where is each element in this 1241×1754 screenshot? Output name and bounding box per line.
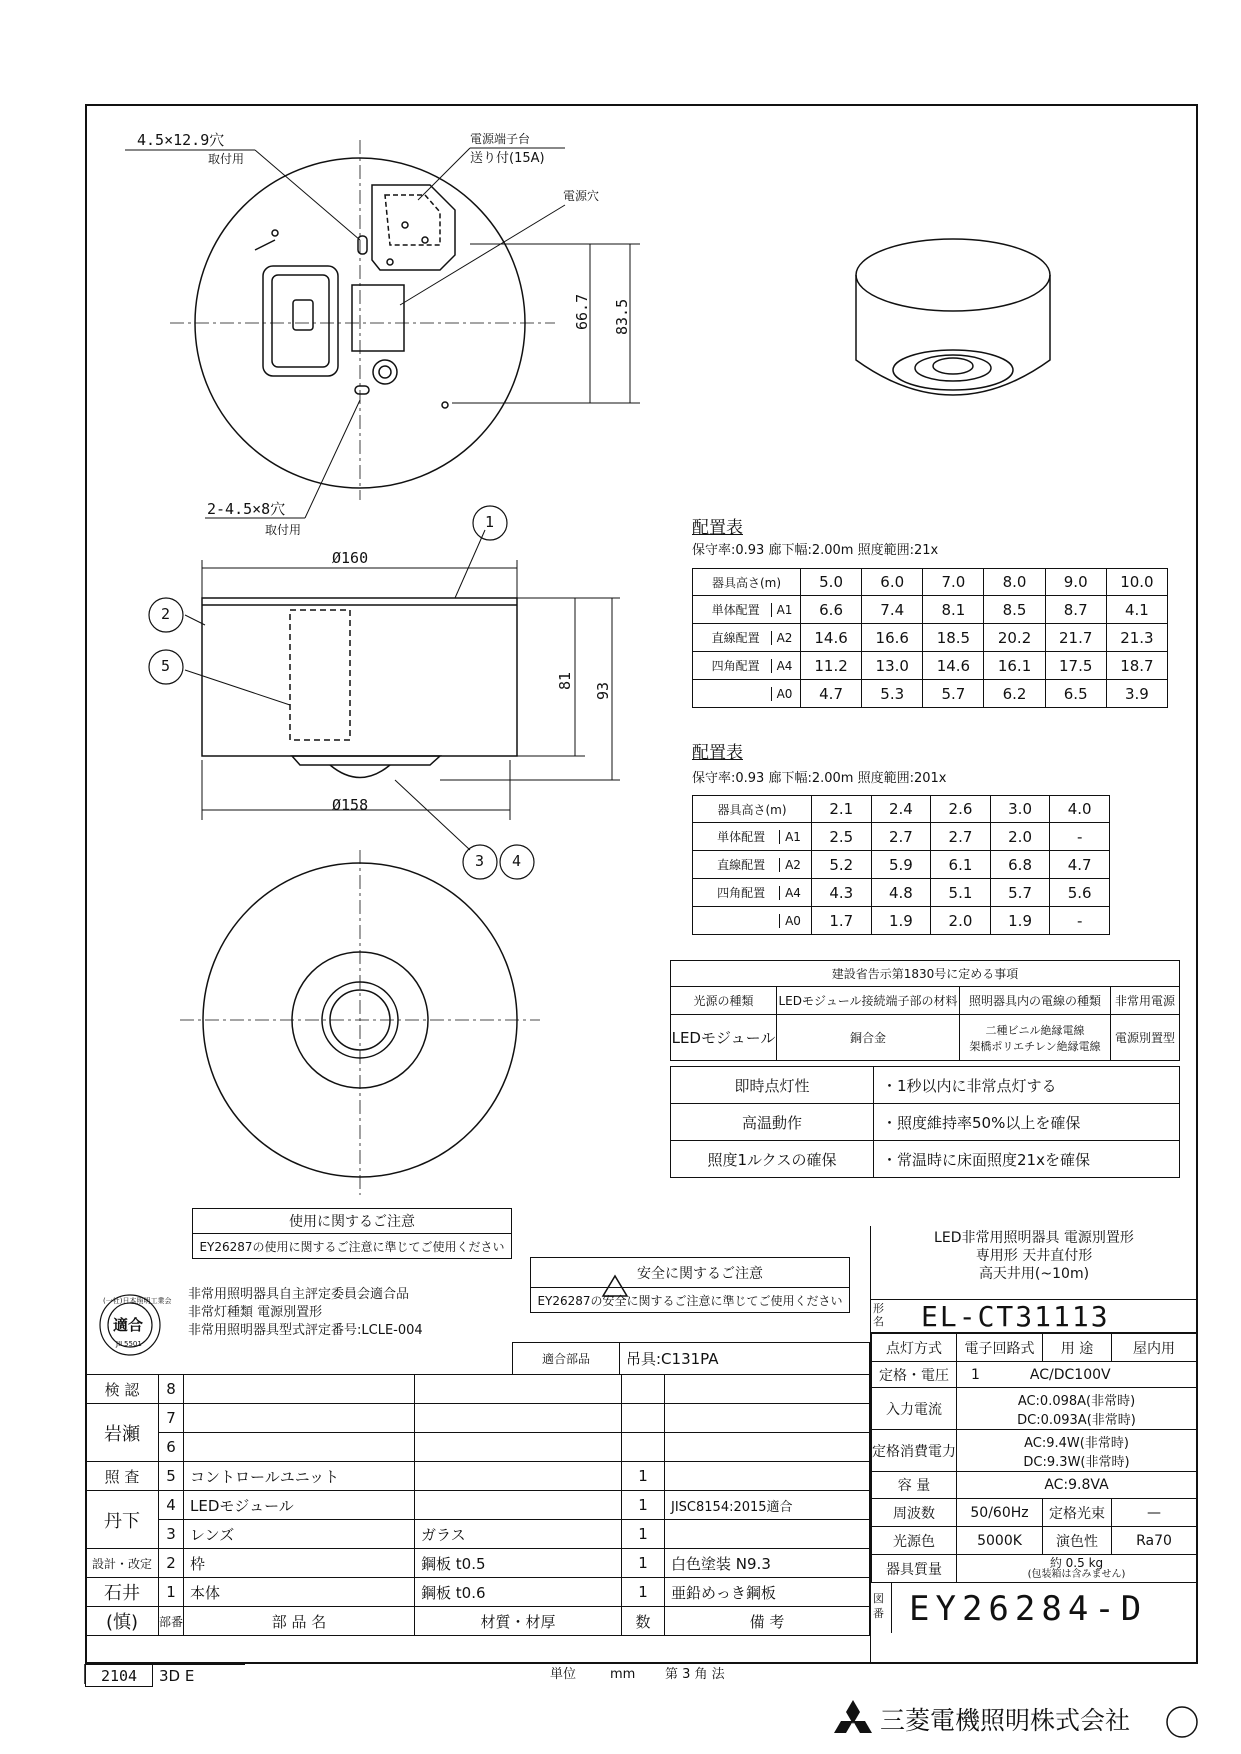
- bom-name: [184, 1375, 415, 1404]
- table-cell: 21.3: [1106, 624, 1167, 652]
- spec-label: 器具質量: [872, 1555, 957, 1583]
- ministry-cell: 電源別置型: [1111, 1015, 1180, 1061]
- bom-name: 枠: [184, 1549, 415, 1578]
- callout-1: 1: [485, 513, 495, 531]
- bom-footer-sign: (慎): [86, 1607, 159, 1636]
- ministry-header: 光源の種類: [671, 987, 777, 1015]
- ministry-table: [670, 960, 1180, 1061]
- bom-qty: [622, 1404, 665, 1433]
- ministry-item-label: 照度1ルクスの確保: [671, 1141, 874, 1178]
- usage-note: [192, 1208, 512, 1259]
- bom-no: 2: [159, 1549, 184, 1578]
- title-desc-1: LED非常用照明器具 電源別置形: [934, 1230, 1134, 1246]
- bom-name: レンズ: [184, 1520, 415, 1549]
- header-cell: 3.0: [990, 796, 1050, 823]
- hole2-purpose: 取付用: [265, 523, 302, 537]
- callout-4: 4: [512, 852, 522, 870]
- spec-value: Ra70: [1112, 1527, 1197, 1555]
- bom-qty: [622, 1433, 665, 1462]
- ministry-item-value: ・1秒以内に非常点灯する: [874, 1067, 1180, 1104]
- side-view-body: [202, 598, 517, 756]
- hole2-label: 2-4.5×8穴: [207, 500, 286, 518]
- dia-158: Ø158: [332, 796, 369, 814]
- bom-sign: 丹下: [86, 1491, 159, 1549]
- drawing-number: EY26284-D: [909, 1589, 1148, 1629]
- table-cell: 21.7: [1045, 624, 1106, 652]
- header-cell: 器具高さ(m): [693, 796, 812, 823]
- table-cell: 17.5: [1045, 652, 1106, 680]
- bom-material: [415, 1433, 622, 1462]
- cert-line-1: 非常用照明器具自主評定委員会適合品: [188, 1287, 410, 1302]
- table-cell: 5.7: [923, 680, 984, 708]
- footer-rev: 3D E: [153, 1665, 246, 1687]
- table-cell: 6.6: [801, 596, 862, 624]
- bom-material: 鋼板 t0.5: [415, 1549, 622, 1578]
- spec-value: 屋内用: [1112, 1334, 1197, 1362]
- table-cell: 6.5: [1045, 680, 1106, 708]
- spec-table: [871, 1333, 1197, 1583]
- bom-note: [665, 1462, 870, 1491]
- table-row-label: 四角配置 A4: [693, 879, 812, 907]
- table-cell: 4.7: [1050, 851, 1110, 879]
- table-cell: 4.8: [871, 879, 931, 907]
- bom-name: [184, 1404, 415, 1433]
- table-cell: 5.3: [862, 680, 923, 708]
- bom-material: 鋼板 t0.6: [415, 1578, 622, 1607]
- table-cell: 8.5: [984, 596, 1045, 624]
- spec-label: 演色性: [1043, 1527, 1112, 1555]
- table-cell: 6.2: [984, 680, 1045, 708]
- spec-value: AC:9.4W(非常時) DC:9.3W(非常時): [957, 1430, 1197, 1472]
- parts-value: 吊具:C131PA: [620, 1343, 870, 1375]
- spec-value: —: [1112, 1499, 1197, 1527]
- bom-material: ガラス: [415, 1520, 622, 1549]
- height-81: 81: [556, 671, 574, 690]
- bom-name: LEDモジュール: [184, 1491, 415, 1520]
- header-cell: 7.0: [923, 569, 984, 596]
- table-cell: 11.2: [801, 652, 862, 680]
- layout-table-1: [692, 568, 1168, 708]
- bom-qty: [622, 1375, 665, 1404]
- table-cell: 8.1: [923, 596, 984, 624]
- dim-83-5: 83.5: [613, 298, 631, 335]
- bom-material: [415, 1462, 622, 1491]
- table-row-label: 単体配置 A1: [693, 823, 812, 851]
- mitsubishi-logo-icon: [832, 1698, 874, 1738]
- dia-160: Ø160: [332, 549, 369, 567]
- spec-label: 定格・電圧: [872, 1362, 957, 1388]
- header-cell: 9.0: [1045, 569, 1106, 596]
- bom-note: [665, 1520, 870, 1549]
- header-cell: 4.0: [1050, 796, 1110, 823]
- safety-note-title: 安全に関するご注意: [531, 1258, 850, 1288]
- table-cell: 1.7: [812, 907, 872, 935]
- footer-date: 2104: [86, 1665, 153, 1687]
- table-cell: 14.6: [923, 652, 984, 680]
- header-cell: 8.0: [984, 569, 1045, 596]
- spec-value: 1 AC/DC100V: [957, 1362, 1197, 1388]
- table-cell: 7.4: [862, 596, 923, 624]
- company-name: 三菱電機照明株式会社: [880, 1706, 1131, 1735]
- parts-row: [85, 1342, 870, 1375]
- ministry-cell: LEDモジュール: [671, 1015, 777, 1061]
- unit-label: 単位: [550, 1667, 577, 1682]
- table-cell: -: [1050, 907, 1110, 935]
- height-93: 93: [594, 681, 612, 700]
- spec-label: 光源色: [872, 1527, 957, 1555]
- table-cell: 18.7: [1106, 652, 1167, 680]
- bom-name: [184, 1433, 415, 1462]
- bom-note: [665, 1375, 870, 1404]
- bom-no: 8: [159, 1375, 184, 1404]
- bom-no: 4: [159, 1491, 184, 1520]
- footer-rev: [85, 1664, 245, 1687]
- bom-footer-material: 材質・材厚: [415, 1607, 622, 1636]
- cert-stamp-bottom: JIL5501: [116, 1340, 142, 1348]
- bom-note: [665, 1404, 870, 1433]
- table-cell: 6.1: [931, 851, 991, 879]
- usage-note-text: EY26287の使用に関するご注意に準じてご使用ください: [193, 1234, 512, 1259]
- title-desc-3: 高天井用(~10m): [978, 1266, 1090, 1282]
- table-cell: 5.7: [990, 879, 1050, 907]
- dim-66-7: 66.7: [573, 293, 591, 330]
- table-cell: 3.9: [1106, 680, 1167, 708]
- iso-view-top: [856, 239, 1050, 311]
- title-desc-2: 専用形 天井直付形: [975, 1248, 1093, 1264]
- table-cell: 6.8: [990, 851, 1050, 879]
- bom-sign: 照 査: [86, 1462, 159, 1491]
- cert-stamp: 適合: [113, 1316, 144, 1334]
- hole1-purpose: 取付用: [208, 152, 245, 166]
- bom-name: 本体: [184, 1578, 415, 1607]
- spec-value: 約 0.5 kg (包装箱は含みません): [957, 1555, 1197, 1583]
- bom-material: [415, 1491, 622, 1520]
- table-cell: -: [1050, 823, 1110, 851]
- header-cell: 2.4: [871, 796, 931, 823]
- layout-table-2-conditions: 保守率:0.93 廊下幅:2.00m 照度範囲:201x: [692, 771, 947, 786]
- table-row-label: 四角配置 A4: [693, 652, 801, 680]
- table-cell: 5.9: [871, 851, 931, 879]
- spec-label: 用 途: [1043, 1334, 1112, 1362]
- layout-table-1-conditions: 保守率:0.93 廊下幅:2.00m 照度範囲:21x: [692, 543, 939, 558]
- hole1-label: 4.5×12.9穴: [137, 131, 225, 149]
- model-label: 形名: [873, 1302, 884, 1328]
- bom-no: 6: [159, 1433, 184, 1462]
- header-cell: 2.1: [812, 796, 872, 823]
- table-cell: 20.2: [984, 624, 1045, 652]
- table-row-label: A0: [693, 680, 801, 708]
- bom-material: [415, 1375, 622, 1404]
- bom-no: 1: [159, 1578, 184, 1607]
- table-row-label: 直線配置 A2: [693, 851, 812, 879]
- bom-sign: 岩瀬: [86, 1404, 159, 1462]
- ministry-cell: 銅合金: [777, 1015, 960, 1061]
- table-cell: 14.6: [801, 624, 862, 652]
- power-hole-label: 電源穴: [563, 189, 600, 203]
- table-row-label: A0: [693, 907, 812, 935]
- bom-table: [85, 1374, 870, 1636]
- bom-note: 白色塗装 N9.3: [665, 1549, 870, 1578]
- spec-value: AC:0.098A(非常時) DC:0.093A(非常時): [957, 1388, 1197, 1430]
- table-cell: 2.0: [931, 907, 991, 935]
- table-cell: 16.6: [862, 624, 923, 652]
- terminal-label: 電源端子台: [470, 132, 531, 146]
- ministry-cell: 二種ビニル絶縁電線 架橋ポリエチレン絶縁電線: [960, 1015, 1111, 1061]
- table-cell: 13.0: [862, 652, 923, 680]
- table-cell: 1.9: [990, 907, 1050, 935]
- table-cell: 2.5: [812, 823, 872, 851]
- table-cell: 4.3: [812, 879, 872, 907]
- bom-note: [665, 1433, 870, 1462]
- bom-footer-note: 備 考: [665, 1607, 870, 1636]
- layout-table-2-title: 配置表: [692, 743, 743, 763]
- spec-label: 周波数: [872, 1499, 957, 1527]
- ministry-items: [670, 1066, 1180, 1178]
- callout-5: 5: [161, 657, 171, 675]
- table-cell: 2.0: [990, 823, 1050, 851]
- bom-no: 5: [159, 1462, 184, 1491]
- bom-qty: 1: [622, 1578, 665, 1607]
- safety-note: [530, 1257, 850, 1313]
- bom-qty: 1: [622, 1520, 665, 1549]
- bom-sign: 石井: [86, 1578, 159, 1607]
- spec-label: 入力電流: [872, 1388, 957, 1430]
- spec-value: 5000K: [957, 1527, 1043, 1555]
- table-cell: 5.1: [931, 879, 991, 907]
- bom-footer-name: 部 品 名: [184, 1607, 415, 1636]
- ministry-item-label: 即時点灯性: [671, 1067, 874, 1104]
- spec-label: 定格光束: [1043, 1499, 1112, 1527]
- header-cell: 10.0: [1106, 569, 1167, 596]
- table-cell: 5.2: [812, 851, 872, 879]
- cert-stamp-top: (一社)日本照明工業会: [103, 1297, 172, 1305]
- bom-sign: 検 認: [86, 1375, 159, 1404]
- cert-line-2: 非常灯種類 電源別置形: [188, 1305, 323, 1320]
- table-cell: 18.5: [923, 624, 984, 652]
- spec-label: 点灯方式: [872, 1334, 957, 1362]
- layout-table-2: [692, 795, 1110, 935]
- bom-no: 7: [159, 1404, 184, 1433]
- table-cell: 16.1: [984, 652, 1045, 680]
- terminal-detail: 送り付(15A): [470, 151, 545, 166]
- projection: 第 3 角 法: [665, 1667, 725, 1682]
- bom-note: JISC8154:2015適合: [665, 1491, 870, 1520]
- spec-value: 電子回路式: [957, 1334, 1043, 1362]
- drawing-no-label: 図番: [873, 1592, 884, 1620]
- bom-qty: 1: [622, 1462, 665, 1491]
- ministry-header: 照明器具内の電線の種類: [960, 987, 1111, 1015]
- callout-2: 2: [161, 605, 171, 623]
- ministry-title: 建設省告示第1830号に定める事項: [671, 961, 1180, 987]
- spec-label: 定格消費電力: [872, 1430, 957, 1472]
- table-cell: 4.1: [1106, 596, 1167, 624]
- header-cell: 5.0: [801, 569, 862, 596]
- table-cell: 1.9: [871, 907, 931, 935]
- bom-material: [415, 1404, 622, 1433]
- title-block: [870, 1226, 1197, 1664]
- header-cell: 6.0: [862, 569, 923, 596]
- table-cell: 4.7: [801, 680, 862, 708]
- bom-footer-qty: 数: [622, 1607, 665, 1636]
- parts-label: 適合部品: [513, 1343, 620, 1375]
- table-cell: 2.7: [871, 823, 931, 851]
- ministry-header: 非常用電源: [1111, 987, 1180, 1015]
- header-cell: 2.6: [931, 796, 991, 823]
- ministry-header: LEDモジュール接続端子部の材料: [777, 987, 960, 1015]
- cert-line-3: 非常用照明器具型式評定番号:LCLE-004: [188, 1323, 423, 1338]
- bom-name: コントロールユニット: [184, 1462, 415, 1491]
- table-cell: 2.7: [931, 823, 991, 851]
- bom-no: 3: [159, 1520, 184, 1549]
- usage-note-title: 使用に関するご注意: [193, 1209, 512, 1234]
- table-cell: 5.6: [1050, 879, 1110, 907]
- callout-3: 3: [475, 852, 485, 870]
- unit-value: mm: [610, 1667, 636, 1682]
- spec-value: 50/60Hz: [957, 1499, 1043, 1527]
- top-view-socket: [263, 266, 338, 376]
- spec-value: AC:9.8VA: [957, 1472, 1197, 1499]
- spec-label: 容 量: [872, 1472, 957, 1499]
- table-row-label: 直線配置 A2: [693, 624, 801, 652]
- ministry-item-label: 高温動作: [671, 1104, 874, 1141]
- header-cell: 器具高さ(m): [693, 569, 801, 596]
- bom-footer-no: 部番: [159, 1607, 184, 1636]
- model-number: EL-CT31113: [921, 1300, 1110, 1333]
- bom-sign: 設計・改定: [86, 1549, 159, 1578]
- layout-table-1-title: 配置表: [692, 518, 743, 538]
- safety-note-text: EY26287の安全に関するご注意に準じてご使用ください: [531, 1288, 850, 1313]
- ministry-item-value: ・照度維持率50%以上を確保: [874, 1104, 1180, 1141]
- bom-qty: 1: [622, 1491, 665, 1520]
- table-row-label: 単体配置 A1: [693, 596, 801, 624]
- ministry-item-value: ・常温時に床面照度21xを確保: [874, 1141, 1180, 1178]
- terminal-block: [372, 185, 455, 270]
- bom-note: 亜鉛めっき鋼板: [665, 1578, 870, 1607]
- table-cell: 8.7: [1045, 596, 1106, 624]
- bom-qty: 1: [622, 1549, 665, 1578]
